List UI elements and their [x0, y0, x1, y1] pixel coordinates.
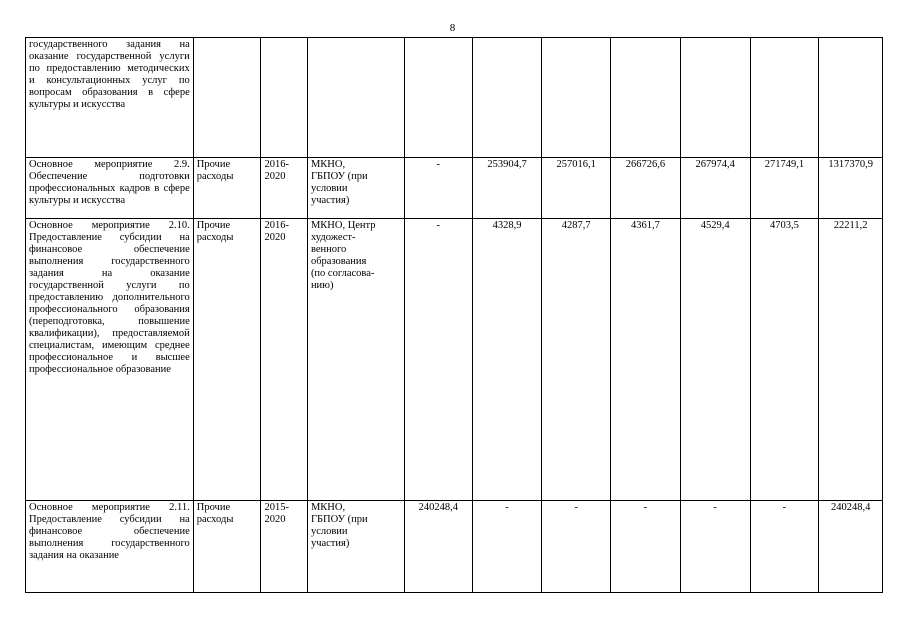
- activity-description: государственного задания на оказание государственной услуги по предоставлению методических и консультационных услуг по вопросам образования в сфере культуры и искусства: [26, 38, 194, 158]
- period-cell: 2016- 2020: [261, 219, 307, 501]
- value-cell: 4529,4: [680, 219, 750, 501]
- total-cell: 1317370,9: [819, 158, 883, 219]
- value-cell: 240248,4: [404, 501, 472, 593]
- expense-type-cell: Прочие расходы: [193, 501, 261, 593]
- value-cell: -: [472, 501, 542, 593]
- executor-cell: МКНО, Центр художест- венного образования (по согласова- нию): [307, 219, 404, 501]
- value-cell: [611, 38, 681, 158]
- page-number: 8: [449, 22, 456, 34]
- value-cell: -: [750, 501, 819, 593]
- activity-description: Основное мероприятие 2.11. Предоставление субсидии на финансовое обеспечение выполнения государственного задания на оказание: [26, 501, 194, 593]
- total-cell: 240248,4: [819, 501, 883, 593]
- value-cell: -: [680, 501, 750, 593]
- total-cell: 22211,2: [819, 219, 883, 501]
- activity-description: Основное мероприятие 2.9. Обеспечение подготовки профессиональных кадров в сфере культуры и искусства: [26, 158, 194, 219]
- value-cell: [750, 38, 819, 158]
- value-cell: -: [542, 501, 611, 593]
- period-cell: [261, 38, 307, 158]
- value-cell: [680, 38, 750, 158]
- activity-description: Основное мероприятие 2.10. Предоставление субсидии на финансовое обеспечение выполнения государственного задания на оказание государственной услуги по предоставлению дополнительного профессионального образования (переподготовка, повышение квалификации), предоставляемой специалистам, имеющим среднее профессиональное и высшее профессиональное образование: [26, 219, 194, 501]
- value-cell: 4287,7: [542, 219, 611, 501]
- expense-type-cell: Прочие расходы: [193, 219, 261, 501]
- executor-cell: [307, 38, 404, 158]
- table-row: [26, 219, 883, 501]
- value-cell: 4703,5: [750, 219, 819, 501]
- value-cell: 266726,6: [611, 158, 681, 219]
- value-cell: 4328,9: [472, 219, 542, 501]
- value-cell: -: [404, 219, 472, 501]
- value-cell: 4361,7: [611, 219, 681, 501]
- executor-cell: МКНО, ГБПОУ (при условии участия): [307, 501, 404, 593]
- value-cell: 253904,7: [472, 158, 542, 219]
- period-cell: 2015- 2020: [261, 501, 307, 593]
- value-cell: -: [611, 501, 681, 593]
- expense-type-cell: [193, 38, 261, 158]
- expense-type-cell: Прочие расходы: [193, 158, 261, 219]
- table-row: [26, 158, 883, 219]
- value-cell: 271749,1: [750, 158, 819, 219]
- value-cell: 257016,1: [542, 158, 611, 219]
- value-cell: [404, 38, 472, 158]
- table-row: [26, 501, 883, 593]
- value-cell: -: [404, 158, 472, 219]
- value-cell: 267974,4: [680, 158, 750, 219]
- total-cell: [819, 38, 883, 158]
- period-cell: 2016- 2020: [261, 158, 307, 219]
- executor-cell: МКНО, ГБПОУ (при условии участия): [307, 158, 404, 219]
- program-activities-table: [25, 37, 883, 593]
- value-cell: [542, 38, 611, 158]
- table-row: [26, 38, 883, 158]
- value-cell: [472, 38, 542, 158]
